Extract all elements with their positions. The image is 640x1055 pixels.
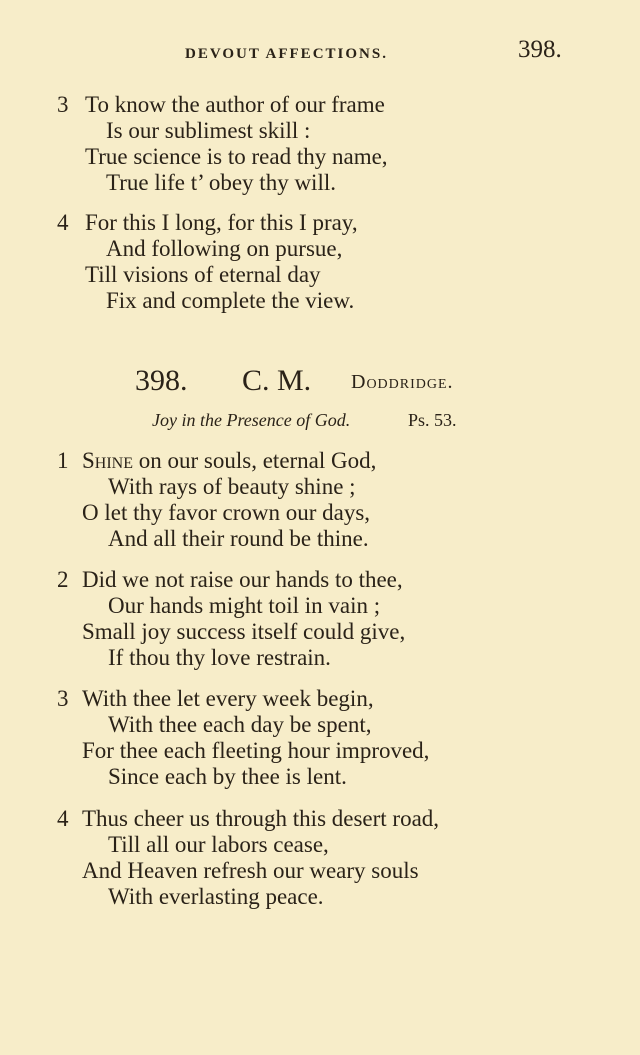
stanza-number: 4 — [57, 806, 69, 831]
verse-line: Till all our labors cease, — [108, 832, 329, 857]
verse-line: And Heaven refresh our weary souls — [82, 858, 419, 883]
verse-line: Did we not raise our hands to thee, — [82, 567, 403, 592]
verse-line: With rays of beauty shine ; — [108, 474, 356, 499]
stanza-number: 4 — [57, 210, 69, 235]
verse-line: True science is to read thy name, — [85, 144, 388, 169]
verse-line: Small joy success itself could give, — [82, 619, 406, 644]
verse-line: With thee each day be spent, — [108, 712, 372, 737]
verse-line: O let thy favor crown our days, — [82, 500, 371, 525]
hymn-number: 398. — [135, 364, 188, 397]
verse-line: To know the author of our frame — [85, 92, 385, 117]
verse-line: And all their round be thine. — [108, 526, 369, 551]
verse-line: For this I long, for this I pray, — [85, 210, 358, 235]
hymn-subtitle: Joy in the Presence of God. — [152, 410, 351, 430]
verse-line: Is our sublimest skill : — [106, 118, 311, 143]
stanza-number: 1 — [57, 448, 69, 473]
verse-line: Till visions of eternal day — [85, 262, 321, 287]
verse-line: With thee let every week begin, — [82, 686, 374, 711]
verse-line: Since each by thee is lent. — [108, 764, 347, 789]
verse-line: For thee each fleeting hour improved, — [82, 738, 430, 763]
hymn-meter: C. M. — [242, 364, 312, 397]
verse-line: Fix and complete the view. — [106, 288, 355, 313]
hymn-author: Doddridge. — [351, 371, 454, 393]
stanza-number: 3 — [57, 92, 69, 117]
verse-line: Our hands might toil in vain ; — [108, 593, 381, 618]
first-line-rest: on our souls, eternal God, — [133, 448, 377, 473]
verse-line-first — [82, 448, 376, 474]
verse-line: With everlasting peace. — [108, 884, 324, 909]
page-number: 398. — [518, 36, 562, 63]
first-word: Shine — [82, 448, 134, 473]
stanza-number: 3 — [57, 686, 69, 711]
verse-line: And following on pursue, — [106, 236, 343, 261]
running-head: DEVOUT AFFECTIONS. — [185, 46, 388, 62]
scripture-reference: Ps. 53. — [408, 410, 457, 430]
verse-line: True life t’ obey thy will. — [106, 170, 336, 195]
stanza-number: 2 — [57, 567, 69, 592]
verse-line: Thus cheer us through this desert road, — [82, 806, 440, 831]
verse-line: If thou thy love restrain. — [108, 645, 331, 670]
